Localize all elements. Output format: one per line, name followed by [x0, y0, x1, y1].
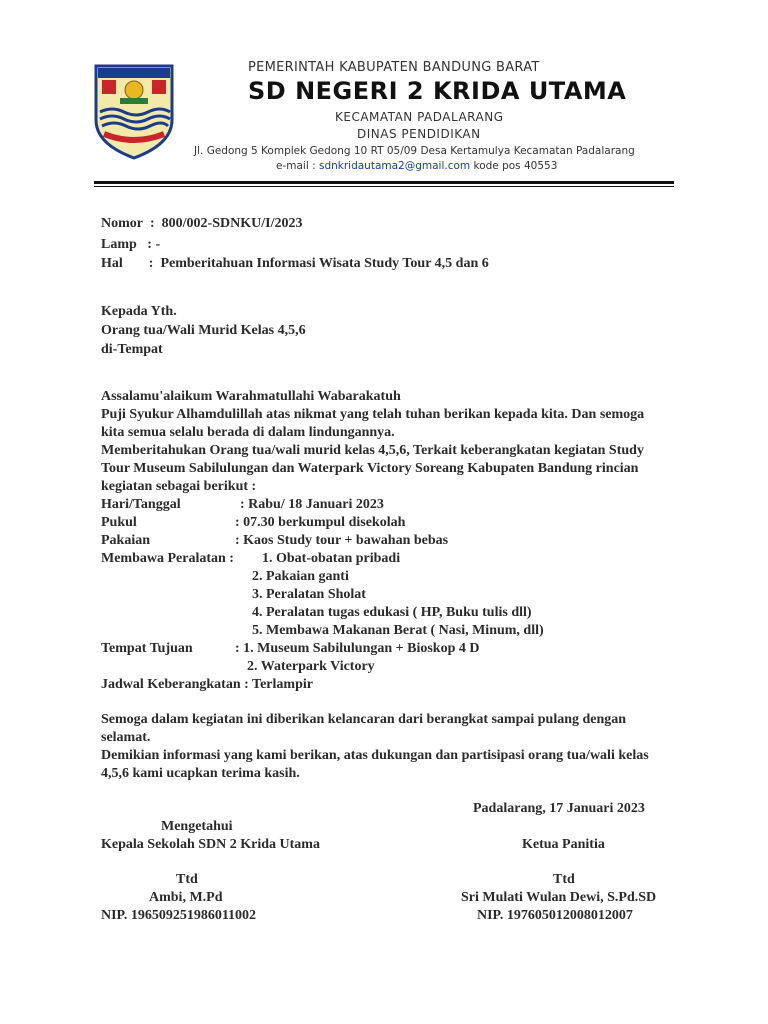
right-signer-nip: NIP. 197605012008012007 — [477, 908, 633, 923]
lamp-label: Lamp — [101, 237, 137, 252]
body-p1-line-1: Puji Syukur Alhamdulillah atas nikmat yang telah tuhan berikan kepada kita. Dan semoga — [101, 407, 645, 422]
body-p2-line-2: Tour Museum Sabilulungan dan Waterpark Victory Soreang Kabupaten Bandung rincian — [101, 461, 639, 476]
jadwal-line: Jadwal Keberangkatan : Terlampir — [101, 677, 313, 692]
left-signer-name: Ambi, M.Pd — [149, 890, 223, 905]
peralatan-item: 4. Peralatan tugas edukasi ( HP, Buku tulis dll) — [252, 605, 532, 620]
recipient-line-3: di-Tempat — [101, 342, 163, 357]
peralatan-label: Membawa Peralatan : — [101, 551, 234, 566]
peralatan-item: 3. Peralatan Sholat — [252, 587, 366, 602]
peralatan-item: 1. Obat-obatan pribadi — [262, 551, 401, 566]
letterhead-rule-thick — [94, 181, 674, 184]
right-ttd: Ttd — [553, 872, 575, 887]
school-emblem-logo — [92, 62, 176, 160]
body-p1-line-2: kita semua selalu berada di dalam lindungannya. — [101, 425, 395, 440]
left-ttd: Ttd — [176, 872, 198, 887]
tujuan-item: : 1. Museum Sabilulungan + Bioskop 4 D — [235, 641, 480, 656]
peralatan-item: 2. Pakaian ganti — [252, 569, 349, 584]
pukul-value: : 07.30 berkumpul disekolah — [235, 515, 406, 530]
body-p2-line-1: Memberitahukan Orang tua/wali murid kelas 4,5,6, Terkait keberangkatan kegiatan Study — [101, 443, 644, 458]
hal-line: Hal : Pemberitahuan Informasi Wisata Study Tour 4,5 dan 6 — [101, 256, 489, 271]
mengetahui-label: Mengetahui — [161, 819, 233, 834]
right-signer-title: Ketua Panitia — [522, 837, 605, 852]
pakaian-value: : Kaos Study tour + bawahan bebas — [235, 533, 449, 548]
recipient-line-2: Orang tua/Wali Murid Kelas 4,5,6 — [101, 323, 306, 338]
right-signer-name: Sri Mulati Wulan Dewi, S.Pd.SD — [461, 890, 657, 905]
department-name: DINAS PENDIDIKAN — [357, 127, 481, 141]
email-link[interactable]: sdnkridautama2@gmail.com — [318, 160, 471, 172]
pukul-label: Pukul — [101, 515, 137, 530]
school-name: SD NEGERI 2 KRIDA UTAMA — [248, 77, 627, 105]
email-label: e-mail : — [276, 160, 316, 172]
tujuan-label: Tempat Tujuan — [101, 641, 193, 656]
left-signer-title: Kepala Sekolah SDN 2 Krida Utama — [101, 837, 320, 852]
hari-label: Hari/Tanggal — [101, 497, 181, 512]
body-p2-line-3: kegiatan sebagai berikut : — [101, 479, 257, 494]
government-name: PEMERINTAH KABUPATEN BANDUNG BARAT — [248, 60, 540, 75]
nomor-value: 800/002-SDNKU/I/2023 — [161, 216, 303, 231]
lamp-value: - — [155, 237, 161, 252]
nomor-label: Nomor — [101, 216, 143, 231]
school-address: Jl. Gedong 5 Komplek Gedong 10 RT 05/09 Desa Kertamulya Kecamatan Padalarang — [194, 145, 635, 157]
place-date: Padalarang, 17 Januari 2023 — [473, 801, 645, 816]
pakaian-label: Pakaian — [101, 533, 151, 548]
closing-p2-line-2: 4,5,6 kami ucapkan terima kasih. — [101, 766, 300, 781]
peralatan-item: 5. Membawa Makanan Berat ( Nasi, Minum, dll) — [252, 623, 544, 638]
recipient-line-1: Kepada Yth. — [101, 304, 177, 319]
closing-p1-line-2: selamat. — [101, 730, 151, 745]
tujuan-item: 2. Waterpark Victory — [247, 659, 375, 674]
contact-line — [276, 160, 557, 172]
greeting: Assalamu'alaikum Warahmatullahi Wabarakatuh — [101, 389, 401, 404]
hari-value: : Rabu/ 18 Januari 2023 — [240, 497, 384, 512]
hal-label: Hal — [101, 256, 123, 271]
closing-p2-line-1: Demikian informasi yang kami berikan, atas dukungan dan partisipasi orang tua/wali kelas — [101, 748, 649, 763]
postal-code: kode pos 40553 — [473, 160, 558, 172]
lamp-line: Lamp : - — [101, 237, 161, 252]
hal-value: Pemberitahuan Informasi Wisata Study Tour 4,5 dan 6 — [160, 256, 489, 271]
nomor-line: Nomor : 800/002-SDNKU/I/2023 — [101, 216, 303, 231]
letterhead-rule-thin — [94, 186, 674, 187]
closing-p1-line-1: Semoga dalam kegiatan ini diberikan kelancaran dari berangkat sampai pulang dengan — [101, 712, 627, 727]
district-name: KECAMATAN PADALARANG — [335, 110, 504, 124]
left-signer-nip: NIP. 196509251986011002 — [101, 908, 257, 923]
